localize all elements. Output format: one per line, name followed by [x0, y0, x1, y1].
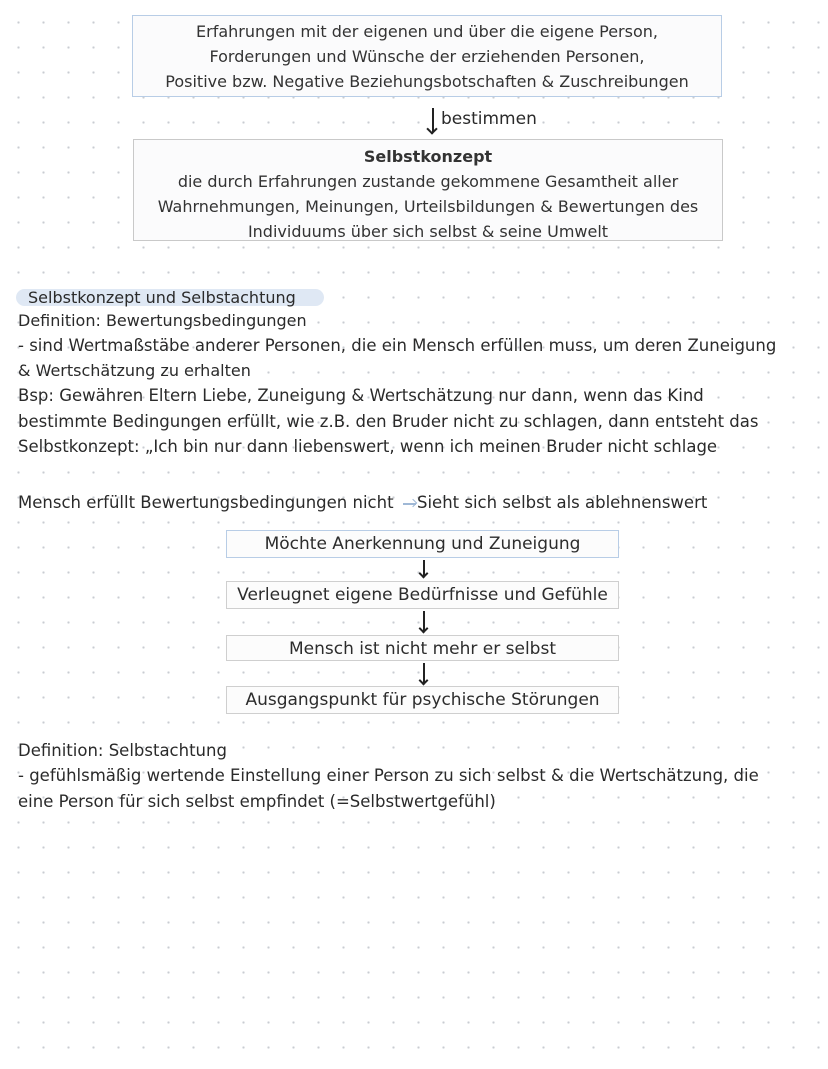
consequence-right: Sieht sich selbst als ablehnenswert [417, 493, 708, 512]
flow-arrow-1-icon [423, 560, 425, 577]
experiences-line-1: Erfahrungen mit der eigenen und über die eigene Person, [196, 22, 658, 41]
selbstkonzept-line-3: Individuums über sich selbst & seine Umwelt [247, 222, 609, 241]
definition-bewertungsbedingungen-line-2: & Wertschätzung zu erhalten [18, 361, 251, 380]
consequence-left: Mensch erfüllt Bewertungsbedingungen nicht [18, 493, 394, 512]
experiences-line-2: Forderungen und Wünsche der erziehenden Personen, [209, 47, 645, 66]
definition-bewertungsbedingungen-title: Definition: Bewertungsbedingungen [18, 311, 307, 330]
down-arrow-icon [432, 108, 434, 132]
experiences-line-3: Positive bzw. Negative Beziehungsbotschaften & Zuschreibungen [165, 72, 689, 91]
definition-bewertungsbedingungen-line-1: - sind Wertmaßstäbe anderer Personen, die ein Mensch erfüllen muss, um deren Zuneigung [18, 336, 777, 355]
right-arrow-icon [403, 503, 416, 505]
section-heading: Selbstkonzept und Selbstachtung [28, 288, 296, 307]
flow-step-4 [226, 686, 619, 714]
selbstkonzept-box [133, 139, 723, 241]
flow-arrow-3-icon [423, 663, 425, 684]
definition-selbstachtung-line-2: eine Person für sich selbst empfindet (=Selbstwertgefühl) [18, 792, 496, 811]
example-line-1: Bsp: Gewähren Eltern Liebe, Zuneigung & Wertschätzung nur dann, wenn das Kind [18, 386, 704, 405]
selbstkonzept-line-1: die durch Erfahrungen zustande gekommene Gesamtheit aller [177, 172, 679, 191]
example-line-2: bestimmte Bedingungen erfüllt, wie z.B. den Bruder nicht zu schlagen, dann entsteht das [18, 412, 759, 431]
experiences-box [132, 15, 722, 97]
flow-arrow-2-icon [423, 611, 425, 632]
flow-step-1 [226, 530, 619, 558]
flow-step-4-label: Ausgangspunkt für psychische Störungen [245, 690, 600, 710]
flow-step-1-label: Möchte Anerkennung und Zuneigung [264, 534, 581, 554]
flow-step-2-label: Verleugnet eigene Bedürfnisse und Gefühle [237, 585, 608, 605]
definition-selbstachtung-title: Definition: Selbstachtung [18, 741, 227, 760]
definition-selbstachtung-line-1: - gefühlsmäßig wertende Einstellung einer Person zu sich selbst & die Wertschätzung, die [18, 766, 759, 785]
flow-step-2 [226, 581, 619, 609]
flow-step-3 [226, 635, 619, 661]
selbstkonzept-title: Selbstkonzept [363, 147, 493, 166]
example-line-3: Selbstkonzept: „Ich bin nur dann liebenswert, wenn ich meinen Bruder nicht schlage [18, 437, 718, 456]
flow-step-3-label: Mensch ist nicht mehr er selbst [288, 639, 556, 659]
arrow-label-bestimmen: bestimmen [441, 109, 537, 129]
selbstkonzept-line-2: Wahrnehmungen, Meinungen, Urteilsbildungen & Bewertungen des [157, 197, 699, 216]
